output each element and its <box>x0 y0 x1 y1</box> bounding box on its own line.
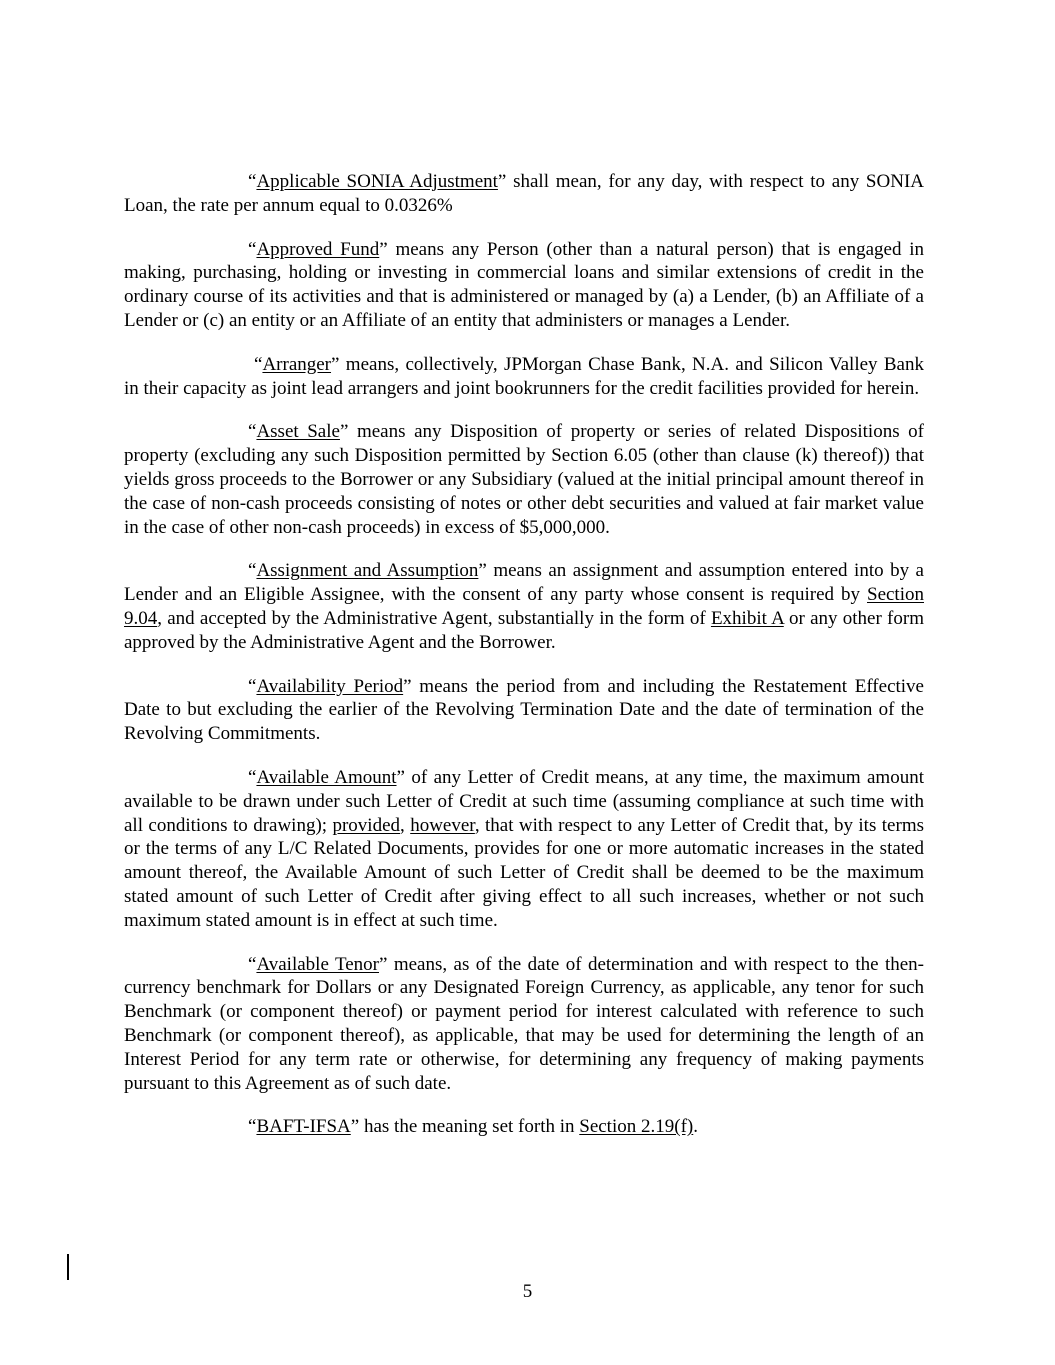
page-number: 5 <box>522 1281 533 1302</box>
document-body <box>124 170 924 1159</box>
defined-term: Available Tenor <box>256 953 379 975</box>
defined-term: Arranger <box>262 353 332 375</box>
definition-applicable-sonia-adjustment: “Applicable SONIA Adjustment” shall mean, for any day, with respect to any SONIA Loan, the rate per annum equal to 0.0326% <box>124 171 924 216</box>
defined-term: Availability Period <box>256 675 404 697</box>
section-reference: Section 9.04 <box>124 584 924 629</box>
defined-term: Asset Sale <box>256 421 340 443</box>
definition-available-amount: “Available Amount” of any Letter of Credit means, at any time, the maximum amount available to be drawn under such Letter of Credit at such time (assuming compliance at such time with all conditions to drawing); provided, however, that with respect to any Letter of Credit that, by its terms or the terms of any L/C Related Documents, provides for one or more automatic increases in the stated amount thereof, the Available Amount of such Letter of Credit shall be deemed to be the maximum stated amount of such Letter of Credit after giving effect to all such increases, whether or not such maximum stated amount is in effect at such time. <box>124 766 924 931</box>
defined-term: Available Amount <box>256 766 397 788</box>
defined-term: Applicable SONIA Adjustment <box>256 171 498 192</box>
emphasis-however: however <box>410 814 475 836</box>
emphasis-provided: provided <box>332 814 401 836</box>
revision-bar <box>67 1254 69 1280</box>
definition-asset-sale: “Asset Sale” means any Disposition of property or series of related Dispositions of property (excluding any such Disposition permitted by Section 6.05 (other than clause (k) thereof)) that yields gross proceeds to the Borrower or any Subsidiary (valued at the initial principal amount thereof in the case of non-cash proceeds consisting of notes or other debt securities and valued at fair market value in the case of other non-cash proceeds) in excess of $5,000,000. <box>124 421 924 538</box>
definition-baft-ifsa: “BAFT-IFSA” has the meaning set forth in Section 2.19(f). <box>248 1116 698 1138</box>
defined-term: Approved Fund <box>256 238 380 260</box>
defined-term: BAFT-IFSA <box>256 1116 351 1138</box>
definition-availability-period: “Availability Period” means the period from and including the Restatement Effective Date to but excluding the earlier of the Revolving Termination Date and the date of termination of the Revolving Commitments. <box>124 675 924 745</box>
definition-arranger: “Arranger” means, collectively, JPMorgan Chase Bank, N.A. and Silicon Valley Bank in their capacity as joint lead arrangers and joint bookrunners for the credit facilities provided for herein. <box>124 353 924 399</box>
definition-approved-fund: “Approved Fund” means any Person (other than a natural person) that is engaged in making, purchasing, holding or investing in commercial loans and similar extensions of credit in the ordinary course of its activities and that is administered or managed by (a) a Lender, (b) an Affiliate of a Lender or (c) an entity or an Affiliate of an entity that administers or manages a Lender. <box>124 238 924 331</box>
defined-term: Assignment and Assumption <box>256 560 479 582</box>
definition-assignment-and-assumption: “Assignment and Assumption” means an assignment and assumption entered into by a Lender and an Eligible Assignee, with the consent of any party whose consent is required by Section 9.04, and accepted by the Administrative Agent, substantially in the form of Exhibit A or any other form approved by the Administrative Agent and the Borrower. <box>124 560 924 653</box>
section-reference: Section 2.19(f) <box>579 1116 694 1138</box>
exhibit-reference: Exhibit A <box>710 607 784 629</box>
definition-available-tenor: “Available Tenor” means, as of the date of determination and with respect to the then-currency benchmark for Dollars or any Designated Foreign Currency, as applicable, any tenor for such Benchmark (or component thereof) or payment period for interest calculated with reference to such Benchmark (or component thereof), as applicable, that may be used for determining the length of an Interest Period for any term rate or otherwise, for determining any frequency of making payments pursuant to this Agreement as of such date. <box>124 953 924 1094</box>
